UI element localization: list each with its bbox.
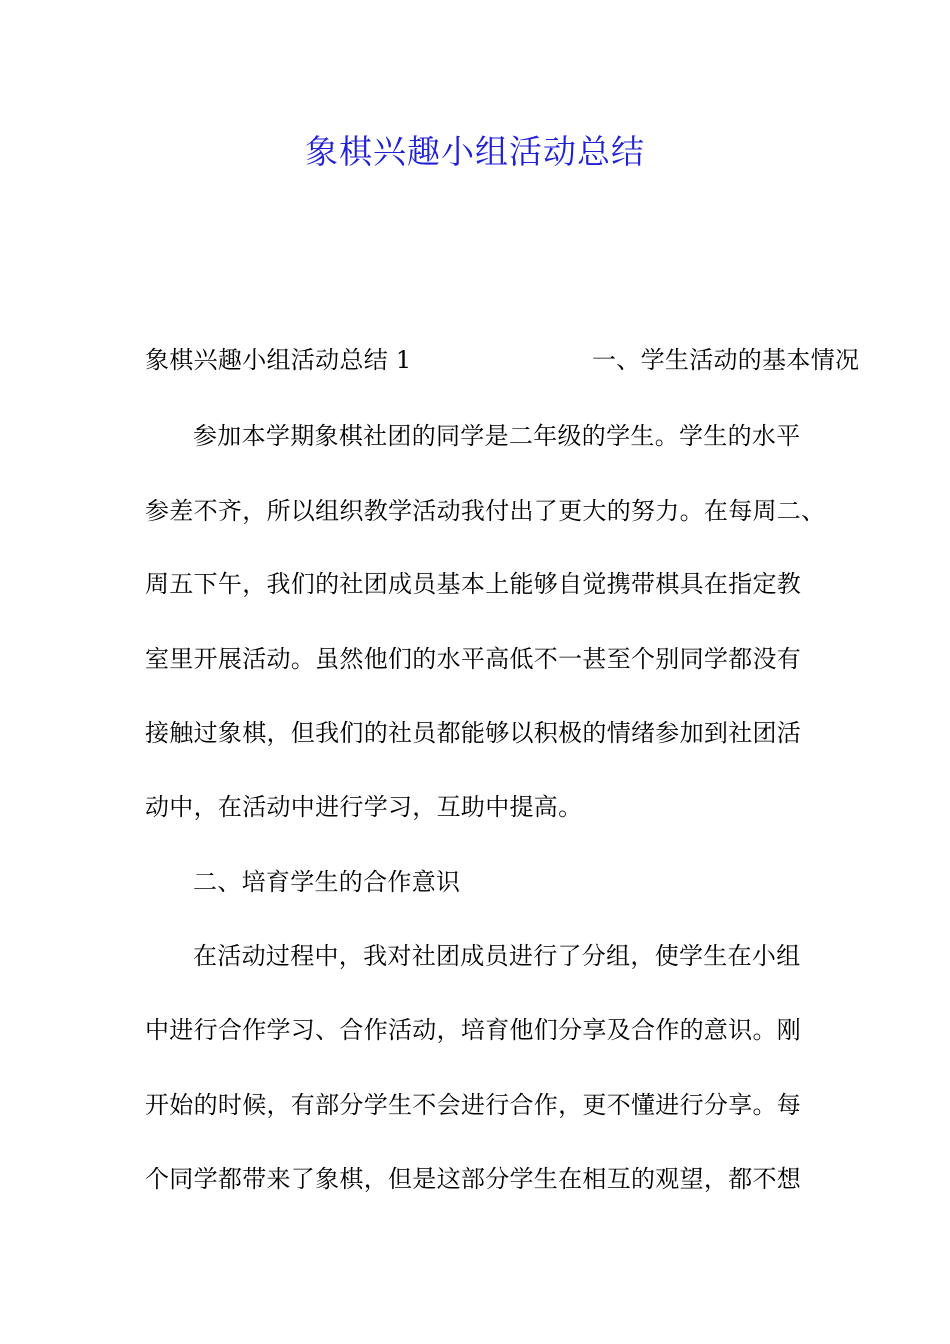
paragraph-line: 参差不齐，所以组织教学活动我付出了更大的努力。在每周二、 bbox=[145, 497, 826, 525]
paragraph-line: 个同学都带来了象棋，但是这部分学生在相互的观望，都不想 bbox=[145, 1165, 802, 1193]
section-heading-line bbox=[145, 342, 860, 378]
paragraph-line: 开始的时候，有部分学生不会进行合作，更不懂进行分享。每 bbox=[145, 1091, 802, 1119]
paragraph-line: 周五下午，我们的社团成员基本上能够自觉携带棋具在指定教 bbox=[145, 570, 802, 598]
paragraph-line: 动中，在活动中进行学习，互助中提高。 bbox=[145, 793, 583, 821]
section-two-heading: 二、培育学生的合作意识 bbox=[193, 868, 461, 896]
paragraph-line: 室里开展活动。虽然他们的水平高低不一甚至个别同学都没有 bbox=[145, 645, 802, 673]
document-title: 象棋兴趣小组活动总结 bbox=[305, 132, 645, 171]
paragraph-line: 中进行合作学习、合作活动，培育他们分享及合作的意识。刚 bbox=[145, 1016, 802, 1044]
section-one-heading: 一、学生活动的基本情况 bbox=[592, 346, 860, 374]
summary-heading: 象棋兴趣小组活动总结 1 bbox=[145, 346, 412, 374]
paragraph-line: 接触过象棋，但我们的社员都能够以积极的情绪参加到社团活 bbox=[145, 719, 802, 747]
paragraph-line: 参加本学期象棋社团的同学是二年级的学生。学生的水平 bbox=[193, 422, 801, 450]
paragraph-line: 在活动过程中，我对社团成员进行了分组，使学生在小组 bbox=[193, 942, 801, 970]
